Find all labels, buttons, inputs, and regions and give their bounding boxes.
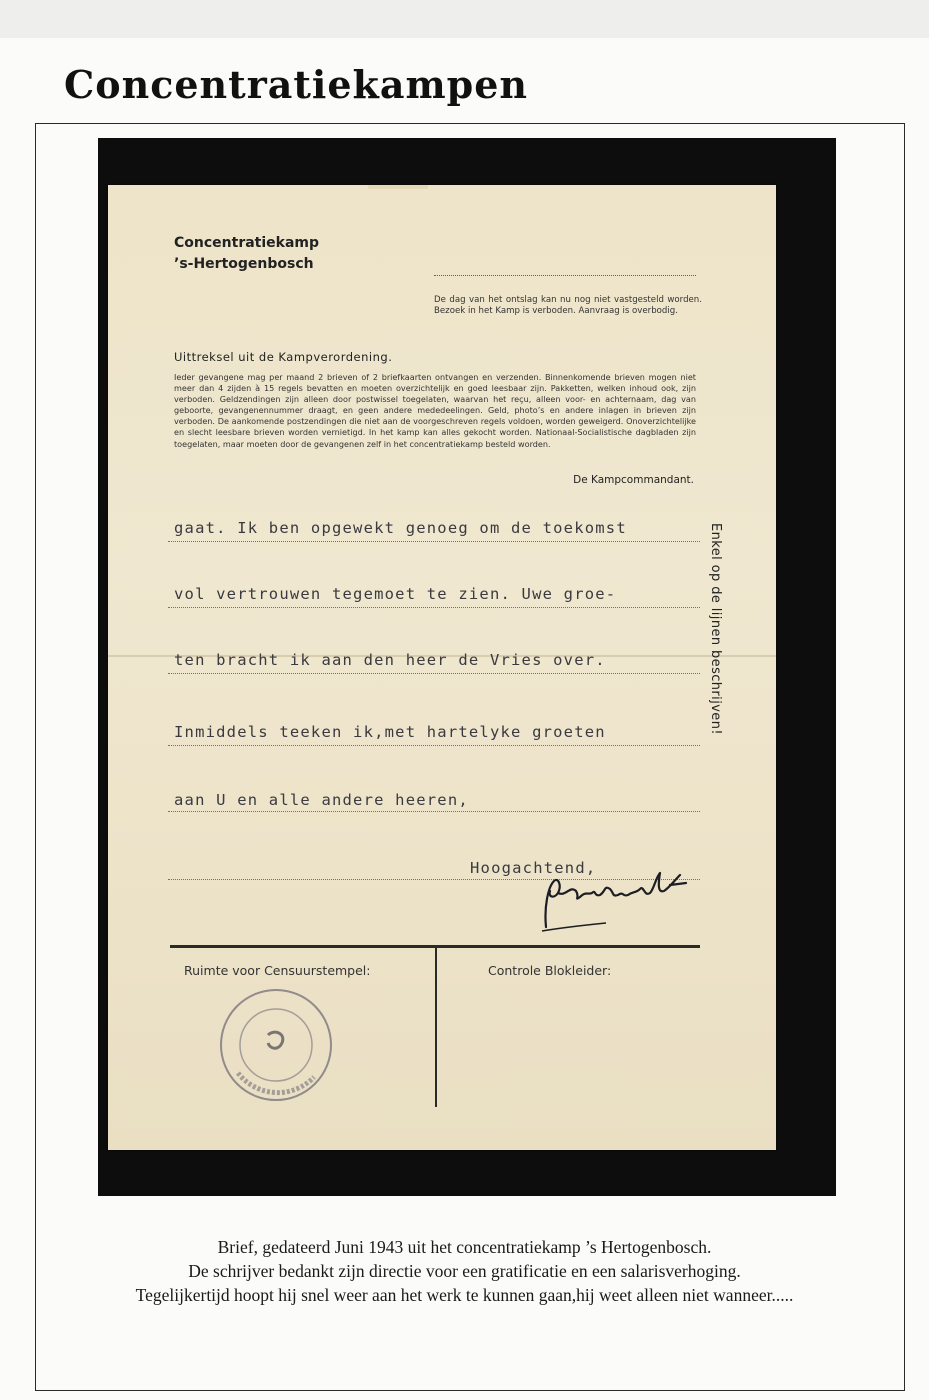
- address-dotted-line: [434, 275, 696, 276]
- caption: [0, 1235, 929, 1307]
- camp-name-line1: Concentratiekamp: [174, 235, 320, 251]
- release-notice: De dag van het ontslag kan nu nog niet vastgesteld worden. Bezoek in het Kamp is verboden. Aanvraag is overbodig.: [434, 295, 702, 316]
- regulations-text: Ieder gevangene mag per maand 2 brieven of 2 briefkaarten ontvangen en verzenden. Binnenkomende brieven mogen niet meer dan 4 zijden à 15 regels bevatten en moeten overzichtelijk en goed leesbaar zijn. Pakketten, welken inhoud ook, zijn verboden. Geldzendingen zijn alleen door postwissel toegelaten, waarvan het reçu, alleen voor- en achternaam, dag van geboorte, gevangenennummer draagt, en geen andere mededeelingen. Geld, photo’s en andere inlagen in brieven zijn verboden. De aankomende postzendingen die niet aan de voorgeschreven regels voldoen, worden geweigerd. Onoverzichtelijke en slecht leesbare brieven worden vernietigd. In het kamp kan alles gekocht worden. Nationaal-Socialistische dagbladen zijn toegelaten, maar moeten door de gevangenen zelf in het concentratiekamp besteld worden.: [174, 372, 696, 449]
- block-leader-label: Controle Blokleider:: [488, 963, 612, 978]
- typed-line-3: ten bracht ik aan den heer de Vries over.: [174, 651, 606, 669]
- side-instruction: Enkel op de lijnen beschrijven!: [708, 523, 723, 735]
- typed-line-4: Inmiddels teeken ik,met hartelyke groeten: [174, 723, 606, 741]
- page-title: Concentratiekampen: [64, 62, 529, 107]
- camp-name: [174, 233, 319, 275]
- regulations-heading: Uittreksel uit de Kampverordening.: [174, 350, 393, 364]
- writing-line: [168, 811, 700, 812]
- handwritten-signature: [536, 867, 712, 937]
- typed-closing: Hoogachtend,: [470, 859, 597, 877]
- caption-line-1: Brief, gedateerd Juni 1943 uit het concentratiekamp ’s Hertogenbosch.: [217, 1237, 712, 1257]
- writing-line: [168, 607, 700, 608]
- typed-line-1: gaat. Ik ben opgewekt genoeg om de toekomst: [174, 519, 627, 537]
- typed-line-5: aan U en alle andere heeren,: [174, 791, 469, 809]
- camp-letter: [108, 185, 776, 1150]
- typed-line-2: vol vertrouwen tegemoet te zien. Uwe groe-: [174, 585, 617, 603]
- writing-line: [168, 541, 700, 542]
- caption-line-2: De schrijver bedankt zijn directie voor een gratificatie en een salarisverhoging.: [188, 1261, 741, 1281]
- form-column-divider: [435, 945, 437, 1107]
- writing-line: [168, 745, 700, 746]
- censor-stamp: [216, 985, 336, 1105]
- commandant-signoff: De Kampcommandant.: [573, 474, 694, 486]
- paper-tab: [368, 185, 428, 189]
- camp-name-line2: ’s-Hertogenbosch: [174, 256, 314, 272]
- censor-stamp-label: Ruimte voor Censuurstempel:: [184, 963, 371, 978]
- caption-line-3: Tegelijkertijd hoopt hij snel weer aan het werk te kunnen gaan,hij weet alleen niet wanneer.....: [135, 1285, 794, 1305]
- writing-line: [168, 673, 700, 674]
